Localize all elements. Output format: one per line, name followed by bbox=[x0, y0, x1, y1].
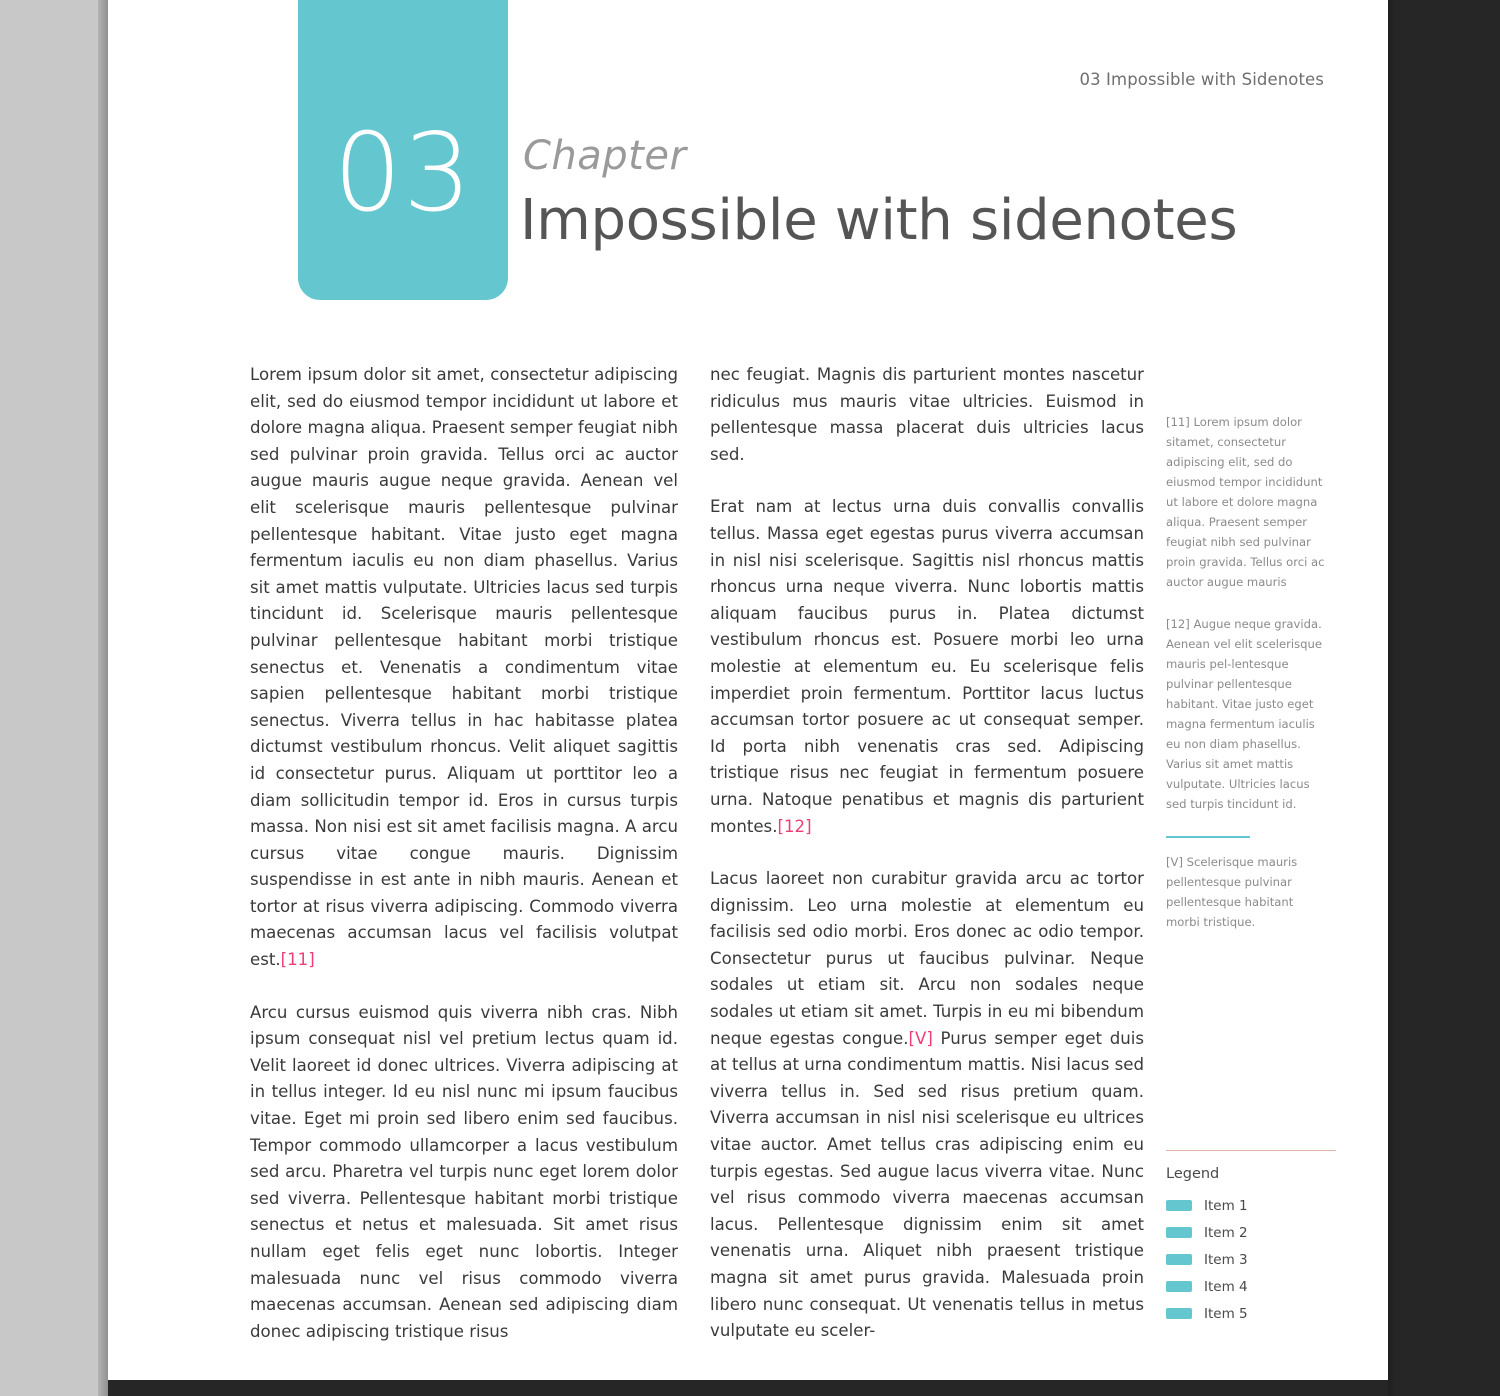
paragraph-text-cont: Purus semper eget duis at tellus at urna condimentum mattis. Nisi lacus sed viverra tellus in. Sed sed risus pretium quam. Viverra accumsan in nisl nisi scelerisque eu ultrices vitae auctor. Amet tellus cras adipiscing enim eu turpis egestas. Sed augue lacus viverra vitae. Nunc vel risus commodo viverra maecenas accumsan lacus. Pellentesque dignissim enim sit amet venenatis urna. Aliquet nibh praesent tristique magna sit amet purus gravida. Malesuada proin libero nunc consequat. Ut venenatis tellus in metus vulputate eu sceler- bbox=[710, 1028, 1145, 1341]
legend-item-label: Item 2 bbox=[1204, 1224, 1248, 1241]
sidenote-divider bbox=[1166, 836, 1250, 838]
sidenote: [V] Scelerisque mauris pellentesque pulvinar pellentesque habitant morbi tristique. bbox=[1166, 855, 1298, 929]
paragraph bbox=[250, 362, 678, 974]
legend-item-label: Item 5 bbox=[1204, 1305, 1248, 1322]
legend-item-label: Item 4 bbox=[1204, 1278, 1248, 1295]
chapter-label: Chapter bbox=[523, 133, 687, 179]
sidenote: [12] Augue neque gravida. Aenean vel elit scelerisque mauris pel-lentesque pulvinar pellentesque habitant. Vitae justo eget magna fermentum iaculis eu non diam phasellus. Varius sit amet mattis vulputate. Ultricies lacus sed turpis tincidunt id. bbox=[1166, 617, 1322, 811]
legend-item bbox=[1166, 1246, 1336, 1273]
page-gutter bbox=[0, 0, 108, 1396]
paragraph-text: Lacus laoreet non curabitur gravida arcu ac tortor dignissim. Leo urna molestie at elementum eu facilisis sed odio morbi. Eros donec ac odio tempor. Consectetur purus ut faucibus pulvinar. Neque sodales ut etiam sit. Arcu non sodales neque sodales ut etiam sit amet. Turpis in eu mi bibendum neque egestas congue. bbox=[710, 869, 1144, 1048]
legend-item bbox=[1166, 1219, 1336, 1246]
legend-item-label: Item 3 bbox=[1204, 1251, 1248, 1268]
sidenote-column bbox=[1166, 412, 1326, 954]
chapter-number: 03 bbox=[333, 111, 473, 236]
legend-top-rule bbox=[1166, 1150, 1336, 1151]
body-column-right bbox=[710, 362, 1144, 1371]
chapter-title: Impossible with sidenotes bbox=[520, 188, 1238, 253]
legend-item-label: Item 1 bbox=[1204, 1197, 1248, 1214]
paragraph: Arcu cursus euismod quis viverra nibh cras. Nibh ipsum consequat nisl vel pretium lectus quam id. Velit laoreet id donec ultrices. Viverra adipiscing at in tellus integer. Id eu nisl nunc mi ipsum faucibus vitae. Eget mi proin sed libero enim sed faucibus. Tempor commodo ullamcorper a lacus vestibulum sed arcu. Pharetra vel turpis nunc eget lorem dolor sed viverra. Pellentesque habitant morbi tristique senectus et netus et malesuada. Sit amet risus nullam eget felis eget nunc lobortis. Integer malesuada nunc vel risus commodo viverra maecenas accumsan. Aenean sed adipiscing diam donec adipiscing tristique risus bbox=[250, 1002, 678, 1341]
paragraph-text: Lorem ipsum dolor sit amet, consectetur adipiscing elit, sed do eiusmod tempor incididunt ut labore et dolore magna aliqua. Praesent semper feugiat nibh sed pulvinar proin gravida. Tellus orci ac auctor augue mauris augue neque gravida. Aenean vel elit scelerisque mauris pellentesque pulvinar pellentesque habitant. Vitae justo eget magna fermentum iaculis eu non diam phasellus. Varius sit amet mattis vulputate. Ultricies lacus sed turpis tincidunt id. Scelerisque mauris pellentesque pulvinar pellentesque habitant morbi tristique senectus et. Venenatis a condimentum vitae sapien pellentesque habitant morbi tristique senectus. Viverra tellus in hac habitasse platea dictumst vestibulum rhoncus. Velit aliquet sagittis id consectetur purus. Aliquam ut porttitor leo a diam sollicitudin tempor id. Eros in cursus turpis massa. Non nisi est sit amet facilisis magna. A arcu cursus vitae congue mauris. Dignissim suspendisse in est ante in nibh mauris. Aenean et tortor at risus viverra adipiscing. Commodo viverra maecenas accumsan lacus vel facilisis volutpat est. bbox=[250, 365, 678, 970]
legend-item bbox=[1166, 1192, 1336, 1219]
legend-item bbox=[1166, 1273, 1336, 1300]
paragraph-text: Erat nam at lectus urna duis convallis convallis tellus. Massa eget egestas purus viverra accumsan in nisl nisi scelerisque. Sagittis nisl rhoncus mattis rhoncus urna neque viverra. Nunc lobortis mattis aliquam faucibus purus in. Platea dictumst vestibulum rhoncus est. Posuere morbi leo urna molestie at elementum eu. Eu scelerisque felis imperdiet proin fermentum. Porttitor lacus luctus accumsan tortor posuere ac ut consequat semper. Id porta nibh venenatis cras sed. Adipiscing tristique risus nec feugiat in fermentum posuere urna. Natoque penatibus et magnis dis parturient montes. bbox=[710, 497, 1144, 836]
legend-swatch-icon bbox=[1166, 1200, 1192, 1211]
paragraph bbox=[710, 494, 1144, 840]
gutter-shadow bbox=[98, 0, 108, 1396]
chapter-number-tab bbox=[298, 0, 508, 300]
legend-swatch-icon bbox=[1166, 1308, 1192, 1319]
footnote-ref-12[interactable]: [12] bbox=[777, 816, 812, 836]
legend-item bbox=[1166, 1300, 1336, 1327]
legend-swatch-icon bbox=[1166, 1281, 1192, 1292]
legend-swatch-icon bbox=[1166, 1227, 1192, 1238]
paragraph: nec feugiat. Magnis dis parturient montes nascetur ridiculus mus mauris vitae ultricies. Euismod in pellentesque massa placerat duis ultricies lacus sed. bbox=[710, 365, 1144, 464]
document-page bbox=[108, 0, 1388, 1380]
footnote-ref-11[interactable]: [11] bbox=[280, 950, 315, 970]
legend-swatch-icon bbox=[1166, 1254, 1192, 1265]
legend-title: Legend bbox=[1166, 1166, 1220, 1182]
paragraph bbox=[710, 866, 1144, 1345]
running-head: 03 Impossible with Sidenotes bbox=[1079, 70, 1324, 89]
footnote-ref-v[interactable]: [V] bbox=[908, 1028, 933, 1048]
legend-items bbox=[1166, 1192, 1336, 1327]
body-column-left bbox=[250, 362, 678, 1371]
sidenote: [11] Lorem ipsum dolor sitamet, consectetur adipiscing elit, sed do eiusmod tempor incididunt ut labore et dolore magna aliqua. Praesent semper feugiat nibh sed pulvinar proin gravida. Tellus orci ac auctor augue mauris bbox=[1166, 415, 1325, 589]
page-edge-shadow bbox=[1388, 0, 1396, 1396]
